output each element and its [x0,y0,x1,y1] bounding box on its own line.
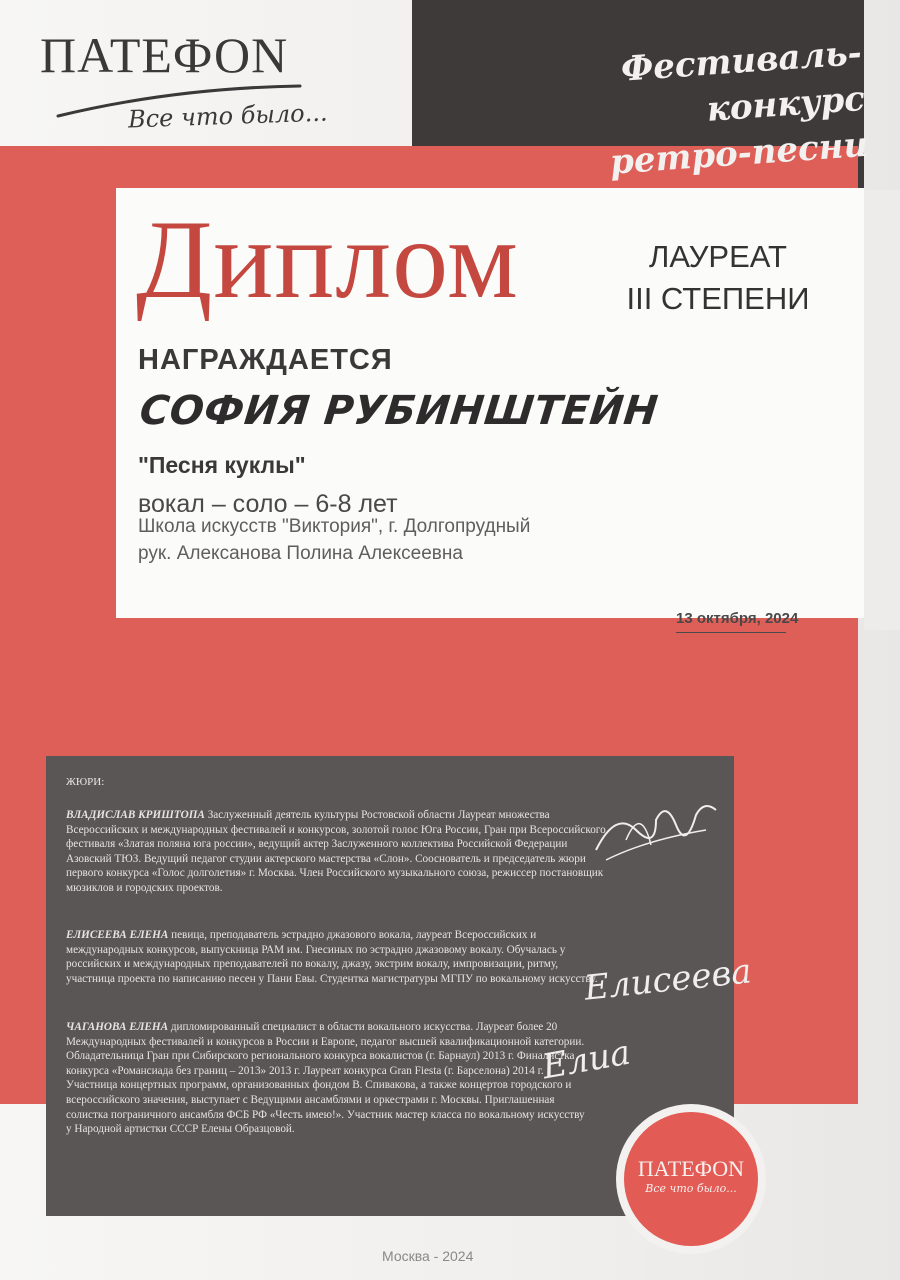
stamp-logo [624,1112,758,1246]
logo-name: ПАТЕФОN [40,27,289,83]
laureate-line1: ЛАУРЕАТ [649,239,787,274]
date-underline [676,632,786,633]
jury-member-name: ЕЛИСЕЕВА ЕЛЕНА [66,929,169,941]
jury-title: ЖЮРИ: [66,776,105,788]
stamp-tagline: Все что было... [645,1182,737,1195]
festival-title-line2: ретро-песни [608,124,870,183]
school-text: Школа искусств "Виктория", г. Долгопрудный [138,516,531,537]
jury-member-name: ВЛАДИСЛАВ КРИШТОПА [66,809,205,821]
stamp-name: ПАТЕФОN [637,1156,745,1181]
jury-member-name: ЧАГАНОВА ЕЛЕНА [66,1021,169,1033]
laureate-degree [618,236,818,320]
jury-member [66,1020,586,1137]
awarded-label: НАГРАЖДАЕТСЯ [138,344,393,376]
jury-member-bio: певица, преподаватель эстрадно джазового вокала, лауреат Всероссийских и международных конкурсов, выпускница РАМ им. Гнесиных по эстрадно джазовому вокалу. Обучалась у российских и международных преподавателей по вокалу, джазу, экстрим вокалу, импровизации, ритму, участница проекта по написанию песен у Пани Евы. Студентка магистратуры МГПУ по вокальному искусству. [66,929,598,985]
jury-member [66,928,606,986]
recipient-name: СОФИЯ РУБИНШТЕЙН [137,388,661,434]
laureate-line2: III СТЕПЕНИ [626,281,810,316]
category-text: вокал – соло – 6-8 лет [138,490,398,518]
teacher-text: рук. Алексанова Полина Алексеевна [138,543,463,564]
jury-member-bio: дипломированный специалист в области вокального искусства. Лауреат более 20 Международных фестивалей и конкурсов в России и Европе, педагог высшей квалификационной категории. Обладательница Гран при Сибирского регионального конкурса вокалистов (г. Барнаул) 2013 г. Финалистка конкурса «Романсиада без границ – 2013» 2013 г. Лауреат конкурса Gran Fiesta (г. Барселона) 2014 г. Участница концертных программ, организованных фондом В. Спивакова, а также концертов городского и всероссийского значения, выступает с Ведущими ансамблями и оркестрами г. Москвы. Приглашенная солистка пограничного ансамбля ФСБ РФ «Честь имею!». Участник мастер класса по вокальному искусству у Народной артистки СССР Елены Образцовой. [66,1021,585,1136]
jury-member-bio: Заслуженный деятель культуры Ростовской области Лауреат множества Всероссийских и международных фестивалей и конкурсов, золотой голос Юга России, Гран при Всероссийского фестиваля «Златая поляна юга россии», ведущий актер Заслуженного коллектива Российской Федерации Азовский ТЮЗ. Ведущий педагог студии актерского мастерства «Слон». Сооснователь и председатель жюри первого конкурса «Голос долголетия» г. Москва. Член Российского музыкального союза, режиссер постановщик мюзиклов и городских проектов. [66,809,606,894]
festival-title-line1: Фестиваль-конкурс [619,32,867,130]
festival-title [561,30,870,189]
diploma-title: Диплом [136,198,519,322]
footer-city-year: Москва - 2024 [382,1248,474,1264]
award-date: 13 октября, 2024 [676,610,799,627]
panel-edge [864,190,900,630]
signature-1-icon [586,790,726,870]
logo-tagline: Все что было... [127,98,328,134]
signature-3: Елиа [539,1032,634,1088]
song-title: "Песня куклы" [138,452,306,478]
jury-member [66,808,606,896]
signature-2: Елисеева [582,951,754,1009]
